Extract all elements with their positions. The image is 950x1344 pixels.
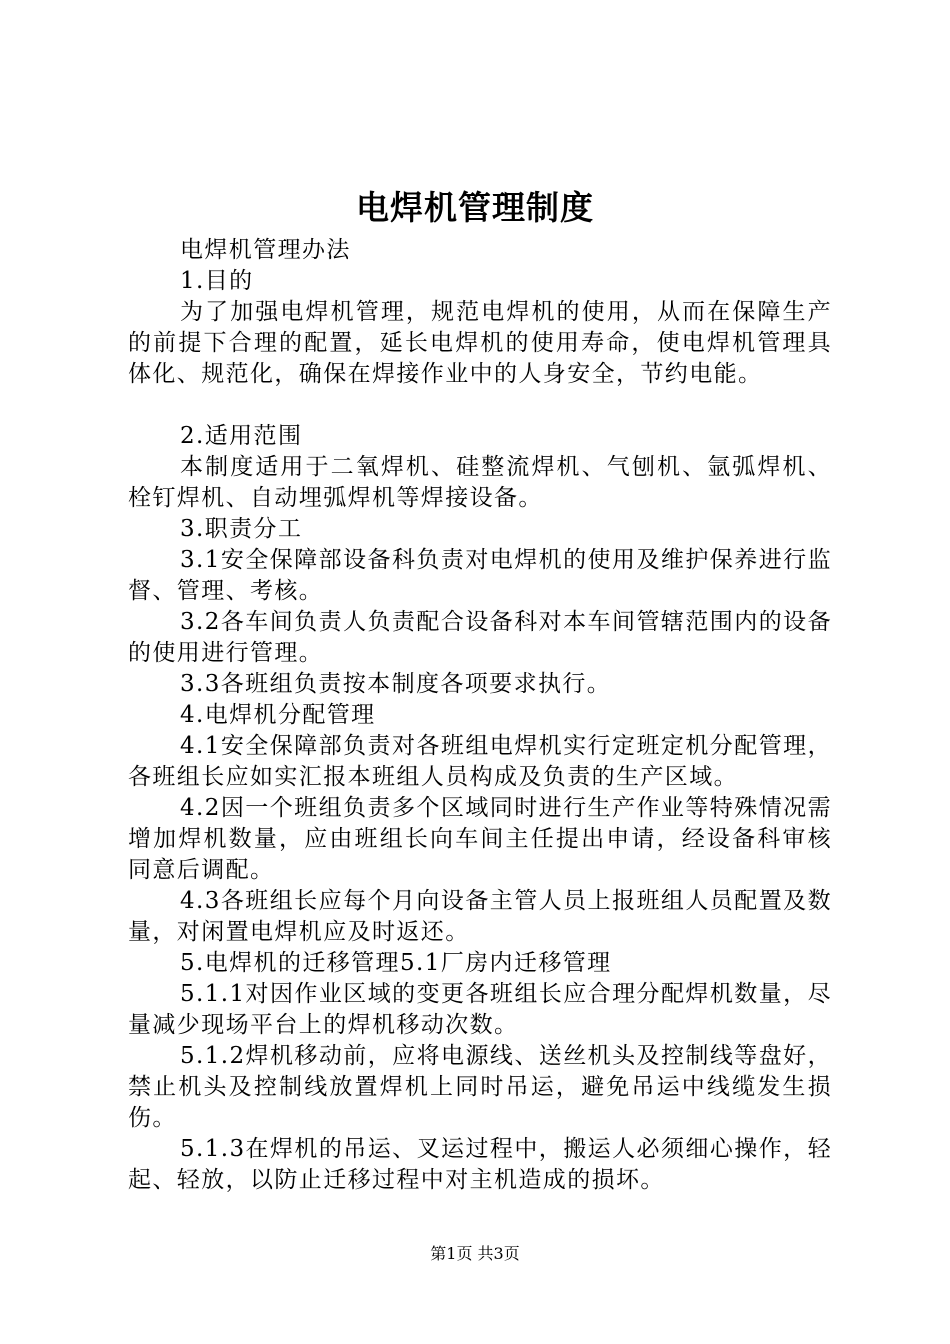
- paragraph: 3.2各车间负责人负责配合设备科对本车间管辖范围内的设备的使用进行管理。: [128, 609, 832, 666]
- paragraph: 电焊机管理办法: [180, 237, 351, 263]
- paragraph-spacer: [128, 390, 832, 421]
- section-heading: 1.目的: [180, 268, 254, 294]
- paragraph: 4.2因一个班组负责多个区域同时进行生产作业等特殊情况需增加焊机数量，应由班组长向车间主任提出申请，经设备科审核同意后调配。: [128, 795, 832, 883]
- document-title: 电焊机管理制度: [356, 188, 594, 227]
- paragraph: 3.3各班组负责按本制度各项要求执行。: [180, 671, 612, 697]
- paragraph: 5.1.2焊机移动前，应将电源线、送丝机头及控制线等盘好，禁止机头及控制线放置焊机上同时吊运，避免吊运中线缆发生损伤。: [128, 1043, 832, 1131]
- section-heading: 3.职责分工: [180, 516, 303, 542]
- section-heading: 4.电焊机分配管理: [180, 702, 376, 728]
- page-footer: 第1页 共3页: [430, 1244, 520, 1263]
- paragraph: 为了加强电焊机管理，规范电焊机的使用，从而在保障生产的前提下合理的配置，延长电焊机的使用寿命，使电焊机管理具体化、规范化，确保在焊接作业中的人身安全，节约电能。: [128, 299, 832, 387]
- paragraph: 本制度适用于二氧焊机、硅整流焊机、气刨机、氩弧焊机、栓钉焊机、自动埋弧焊机等焊接设备。: [128, 454, 832, 511]
- section-heading: 2.适用范围: [180, 423, 303, 449]
- paragraph: 5.1.3在焊机的吊运、叉运过程中，搬运人必须细心操作，轻起、轻放，以防止迁移过程中对主机造成的损坏。: [128, 1136, 832, 1193]
- section-heading: 5.电焊机的迁移管理5.1厂房内迁移管理: [180, 950, 612, 976]
- paragraph: 3.1安全保障部设备科负责对电焊机的使用及维护保养进行监督、管理、考核。: [128, 547, 832, 604]
- paragraph: 5.1.1对因作业区域的变更各班组长应合理分配焊机数量，尽量减少现场平台上的焊机移动次数。: [128, 981, 832, 1038]
- paragraph: 4.3各班组长应每个月向设备主管人员上报班组人员配置及数量，对闲置电焊机应及时返还。: [128, 888, 832, 945]
- document-body: [128, 235, 832, 1196]
- paragraph: 4.1安全保障部负责对各班组电焊机实行定班定机分配管理，各班组长应如实汇报本班组人员构成及负责的生产区域。: [128, 733, 832, 790]
